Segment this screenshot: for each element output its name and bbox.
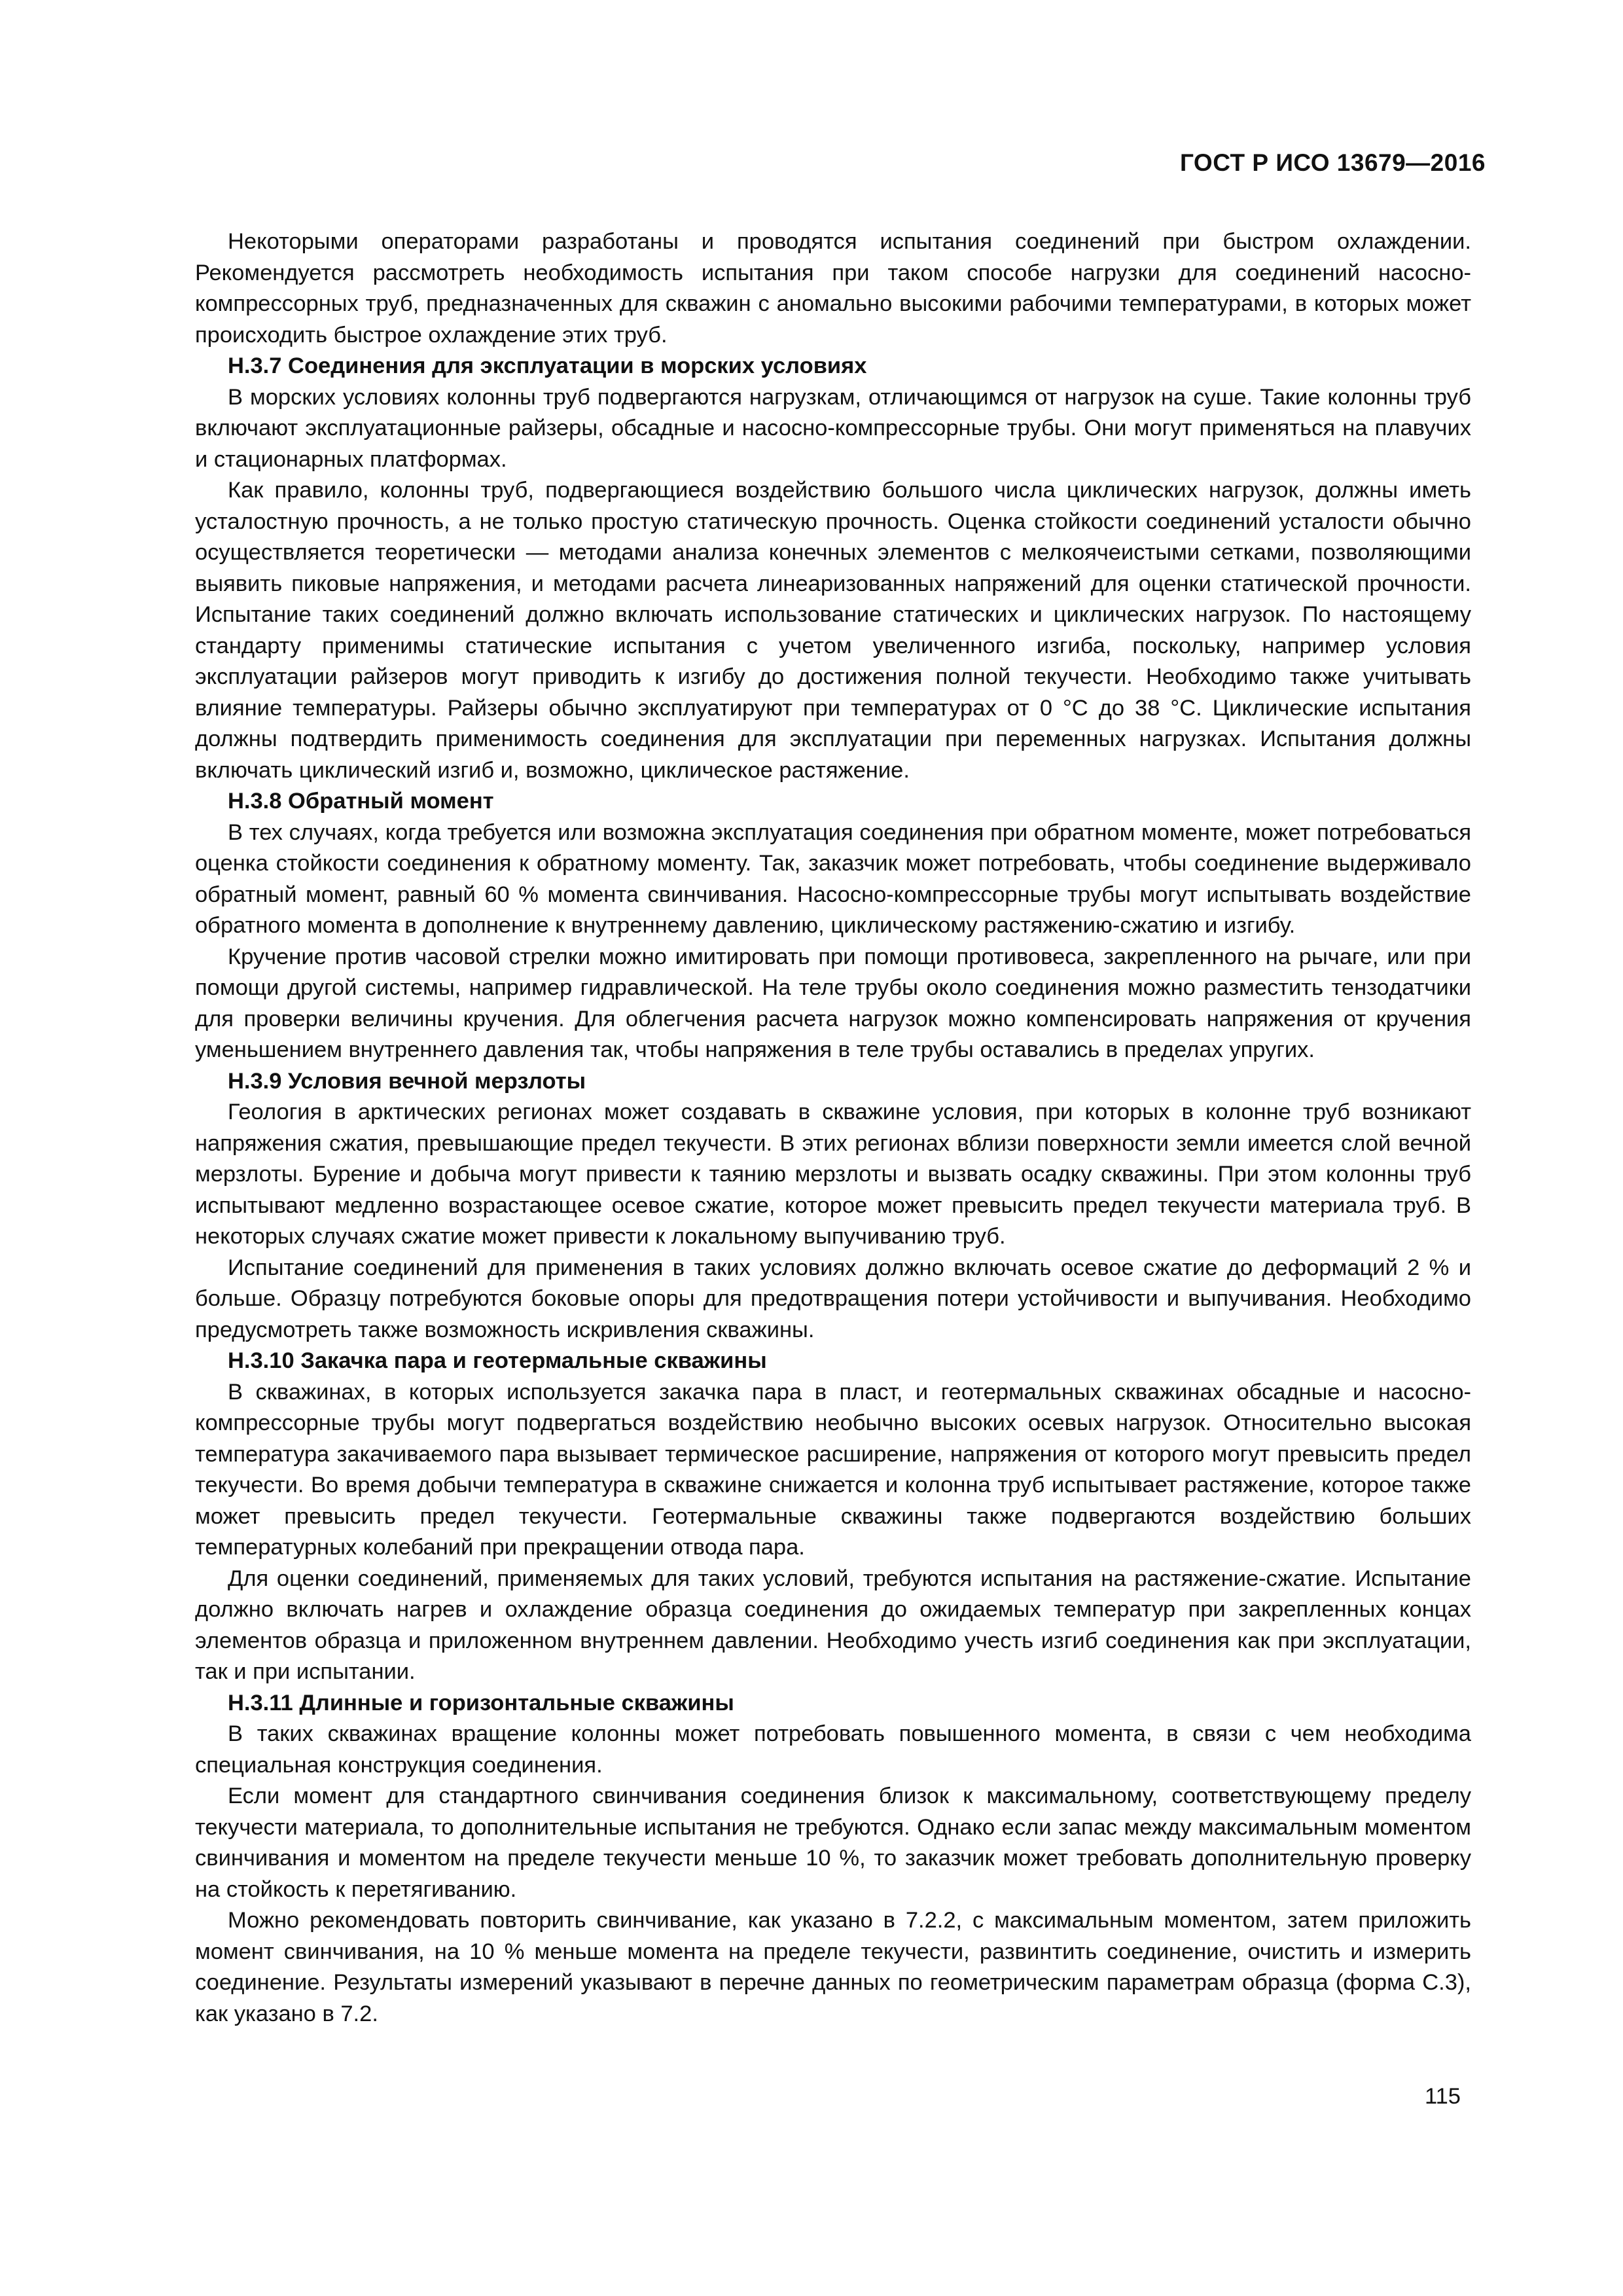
- standard-code-header: ГОСТ Р ИСО 13679—2016: [1179, 149, 1486, 176]
- section-heading-h-3-8: H.3.8 Обратный момент: [228, 789, 494, 814]
- paragraph-h-3-11-a: В таких скважинах вращение колонны может потребовать повышенного момента, в связи с чем необходима специальная конструкция соединения.: [195, 1721, 1471, 1778]
- paragraph-h-3-7-b: Как правило, колонны труб, подвергающиеся воздействию большого числа циклических нагрузок, должны иметь усталостную прочность, а не только простую статическую прочность. Оценка стойкости соединений усталости обычно осуществляется теоретически — методами анализа конечных элементов с мелкоячеистыми сетками, позволяющими выявить пиковые напряжения, и методами расчета линеаризованных напряжений для оценки статической прочности. Испытание таких соединений должно включать использование статических и циклических нагрузок. По настоящему стандарту применимы статические испытания с учетом увеличенного изгиба, поскольку, например условия эксплуатации райзеров могут приводить к изгибу до достижения полной текучести. Необходимо также учитывать влияние температуры. Райзеры обычно эксплуатируют при температурах от 0 °С до 38 °С. Циклические испытания должны подтвердить применимость соединения для эксплуатации при переменных нагрузках. Испытания должны включать циклический изгиб и, возможно, циклическое растяжение.: [195, 478, 1471, 783]
- page-number: 115: [1424, 2084, 1461, 2109]
- paragraph-h-3-10-a: В скважинах, в которых используется закачка пара в пласт, и геотермальных скважинах обсадные и насосно-компрессорные трубы могут подвергаться воздействию необычно высоких осевых нагрузок. Относительно высокая температура закачиваемого пара вызывает термическое расширение, напряжения от которого могут превысить предел текучести. Во время добычи температура в скважине снижается и колонна труб испытывает растяжение, которое также может превысить предел текучести. Геотермальные скважины также подвергаются воздействию больших температурных колебаний при прекращении отвода пара.: [195, 1379, 1471, 1560]
- section-heading-h-3-7: H.3.7 Соединения для эксплуатации в морских условиях: [228, 353, 867, 378]
- section-heading-h-3-10: H.3.10 Закачка пара и геотермальные скважины: [228, 1348, 767, 1373]
- document-body: [195, 226, 1471, 2030]
- paragraph-h-3-8-a: В тех случаях, когда требуется или возможна эксплуатация соединения при обратном моменте, может потребоваться оценка стойкости соединения к обратному моменту. Так, заказчик может потребовать, чтобы соединение выдерживало обратный момент, равный 60 % момента свинчивания. Насосно-компрессорные трубы могут испытывать воздействие обратного момента в дополнение к внутреннему давлению, циклическому растяжению-сжатию и изгибу.: [195, 819, 1471, 938]
- section-heading-h-3-9: H.3.9 Условия вечной мерзлоты: [228, 1068, 586, 1094]
- paragraph-h-3-9-a: Геология в арктических регионах может создавать в скважине условия, при которых в колонне труб возникают напряжения сжатия, превышающие предел текучести. В этих регионах вблизи поверхности земли имеется слой вечной мерзлоты. Бурение и добыча могут привести к таянию мерзлоты и вызвать осадку скважины. При этом колонны труб испытывают медленно возрастающее осевое сжатие, которое может превысить предел текучести материала труб. В некоторых случаях сжатие может привести к локальному выпучиванию труб.: [195, 1100, 1471, 1249]
- paragraph-h-3-8-b: Кручение против часовой стрелки можно имитировать при помощи противовеса, закрепленного на рычаге, или при помощи другой системы, например гидравлической. На теле трубы около соединения можно разместить тензодатчики для проверки величины кручения. Для облегчения расчета нагрузок можно компенсировать напряжения от кручения уменьшением внутреннего давления так, чтобы напряжения в теле трубы оставались в пределах упругих.: [195, 944, 1471, 1062]
- paragraph-h-3-10-b: Для оценки соединений, применяемых для таких условий, требуются испытания на растяжение-сжатие. Испытание должно включать нагрев и охлаждение образца соединения до ожидаемых температур при закрепленных концах элементов образца и приложенном внутреннем давлении. Необходимо учесть изгиб соединения как при эксплуатации, так и при испытании.: [195, 1566, 1471, 1684]
- paragraph-h-3-11-c: Можно рекомендовать повторить свинчивание, как указано в 7.2.2, с максимальным моментом, затем приложить момент свинчивания, на 10 % меньше момента на пределе текучести, развинтить соединение, очистить и измерить соединение. Результаты измерений указывают в перечне данных по геометрическим параметрам образца (форма С.3), как указано в 7.2.: [195, 1908, 1471, 2026]
- paragraph-h-3-11-b: Если момент для стандартного свинчивания соединения близок к максимальному, соответствующему пределу текучести материала, то дополнительные испытания не требуются. Однако если запас между максимальным моментом свинчивания и моментом на пределе текучести меньше 10 %, то заказчик может требовать дополнительную проверку на стойкость к перетягиванию.: [195, 1784, 1471, 1902]
- paragraph-h-3-7-a: В морских условиях колонны труб подвергаются нагрузкам, отличающимся от нагрузок на суше. Такие колонны труб включают эксплуатационные райзеры, обсадные и насосно-компрессорные трубы. Они могут применяться на плавучих и стационарных платформах.: [195, 384, 1471, 472]
- paragraph-h-3-9-b: Испытание соединений для применения в таких условиях должно включать осевое сжатие до деформаций 2 % и больше. Образцу потребуются боковые опоры для предотвращения потери устойчивости и выпучивания. Необходимо предусмотреть также возможность искривления скважины.: [195, 1255, 1471, 1342]
- section-heading-h-3-11: H.3.11 Длинные и горизонтальные скважины: [228, 1690, 734, 1715]
- paragraph-intro: Некоторыми операторами разработаны и проводятся испытания соединений при быстром охлаждении. Рекомендуется рассмотреть необходимость испытания при таком способе нагрузки для соединений насосно-компрессорных труб, предназначенных для скважин с аномально высокими рабочими температурами, в которых может происходить быстрое охлаждение этих труб.: [195, 229, 1471, 348]
